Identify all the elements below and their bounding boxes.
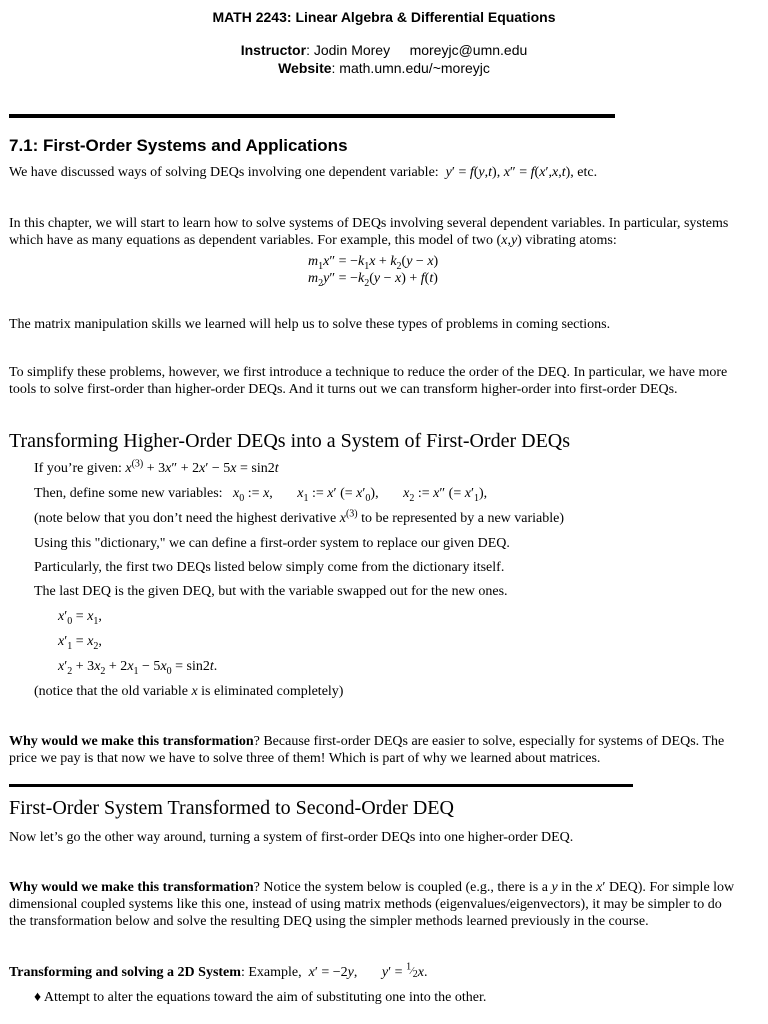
system-eq-3: $x'_2 + 3x_2 + 2x_1 - 5x_0 = \sin 2t$. [58, 659, 218, 677]
section-title-text: : First-Order Systems and Applications [32, 136, 348, 155]
intro-paragraph: We have discussed ways of solving DEQs involving one dependent variable: y′ = f(y,t), x″ = f(x′,x,t), etc. [9, 165, 598, 180]
dictionary-line: Using this "dictionary," we can define a first-order system to replace our given DEQ. [34, 536, 510, 551]
given-equation: If you’re given: $x^{(3)} + 3x'' + 2x' - 5x = \sin 2t$ [34, 458, 279, 476]
course-code: MATH 2243 [212, 9, 287, 25]
section-divider [9, 784, 633, 787]
system-eq-1: $x'_0 = x_1$, [58, 609, 102, 627]
last-deq-line: The last DEQ is the given DEQ, but with the variable swapped out for the new ones. [34, 584, 508, 599]
example-2d-system: Transforming and solving a 2D System: Example, x′ = −2y, $y' = ^1⁄_2x$. [9, 961, 428, 980]
define-variables: Then, define some new variables: $x_0$ := x, $x_1$ := x′ (= $x'_0$), $x_2$ := x″ (= $x'_1$), [34, 486, 488, 504]
system-eq-2: $x'_1 = x_2$, [58, 634, 102, 652]
website-line [0, 60, 768, 76]
bullet-substitute: ♦ Attempt to alter the equations toward the aim of substituting one into the other. [34, 990, 487, 1005]
instructor-line [0, 42, 768, 58]
systems-paragraph: In this chapter, we will start to learn how to solve systems of DEQs involving several dependent variables. In particular, systems which have as many equations as dependent variables. For example, this model of two (x,y) vibrating atoms: [9, 216, 729, 248]
why-transform-paragraph: Why would we make this transformation? Because first-order DEQs are easier to solve, especially for systems of DEQs. The price we pay is that now we have to solve three of them! Which is part of why we learned about matrices. [9, 734, 725, 766]
course-title [0, 9, 768, 25]
second-order-intro: Now let’s go the other way around, turning a system of first-order DEQs into one higher-order DEQ. [9, 830, 574, 845]
header-divider [9, 114, 615, 118]
highest-derivative-note: (note below that you don’t need the highest derivative $x^{(3)}$ to be represented by a new variable) [34, 508, 565, 526]
transform-heading: Transforming Higher-Order DEQs into a System of First-Order DEQs [9, 430, 571, 452]
second-order-heading: First-Order System Transformed to Second-Order DEQ [9, 797, 454, 819]
website-label: Website [278, 60, 332, 76]
website-url[interactable]: : math.umn.edu/~moreyjc [331, 60, 490, 76]
why-coupled-paragraph: Why would we make this transformation? Notice the system below is coupled (e.g., there is a y in the x′ DEQ). For simple low dimensional coupled systems like this one, instead of using matrix methods (eigenvalues/eigenvectors), it may be simpler to do the transformation below and solve the resulting DEQ using the simpler methods learned previously in the course. [9, 880, 735, 929]
course-name: : Linear Algebra & Differential Equations [286, 9, 556, 25]
matrix-skills-paragraph: The matrix manipulation skills we learned will help us to solve these types of problems in coming sections. [9, 317, 611, 332]
instructor-email[interactable]: moreyjc@umn.edu [409, 42, 528, 58]
instructor-name: : Jodin Morey [306, 42, 391, 58]
section-number: 7.1 [9, 136, 33, 155]
first-two-line: Particularly, the first two DEQs listed below simply come from the dictionary itself. [34, 560, 505, 575]
eliminated-note: (notice that the old variable x is eliminated completely) [34, 684, 344, 699]
atom-model-equations: $m_1x'' = -k_1x + k_2(y - x)$ $m_2y'' = -k_2(y - x) + f(t)$ [308, 254, 439, 289]
section-title [9, 136, 348, 156]
simplify-paragraph: To simplify these problems, however, we first introduce a technique to reduce the order of the DEQ. In particular, we have more tools to solve first-order than higher-order DEQs. And it turns out we can transform higher-order into first-order DEQs. [9, 365, 728, 397]
instructor-label: Instructor [240, 42, 307, 58]
